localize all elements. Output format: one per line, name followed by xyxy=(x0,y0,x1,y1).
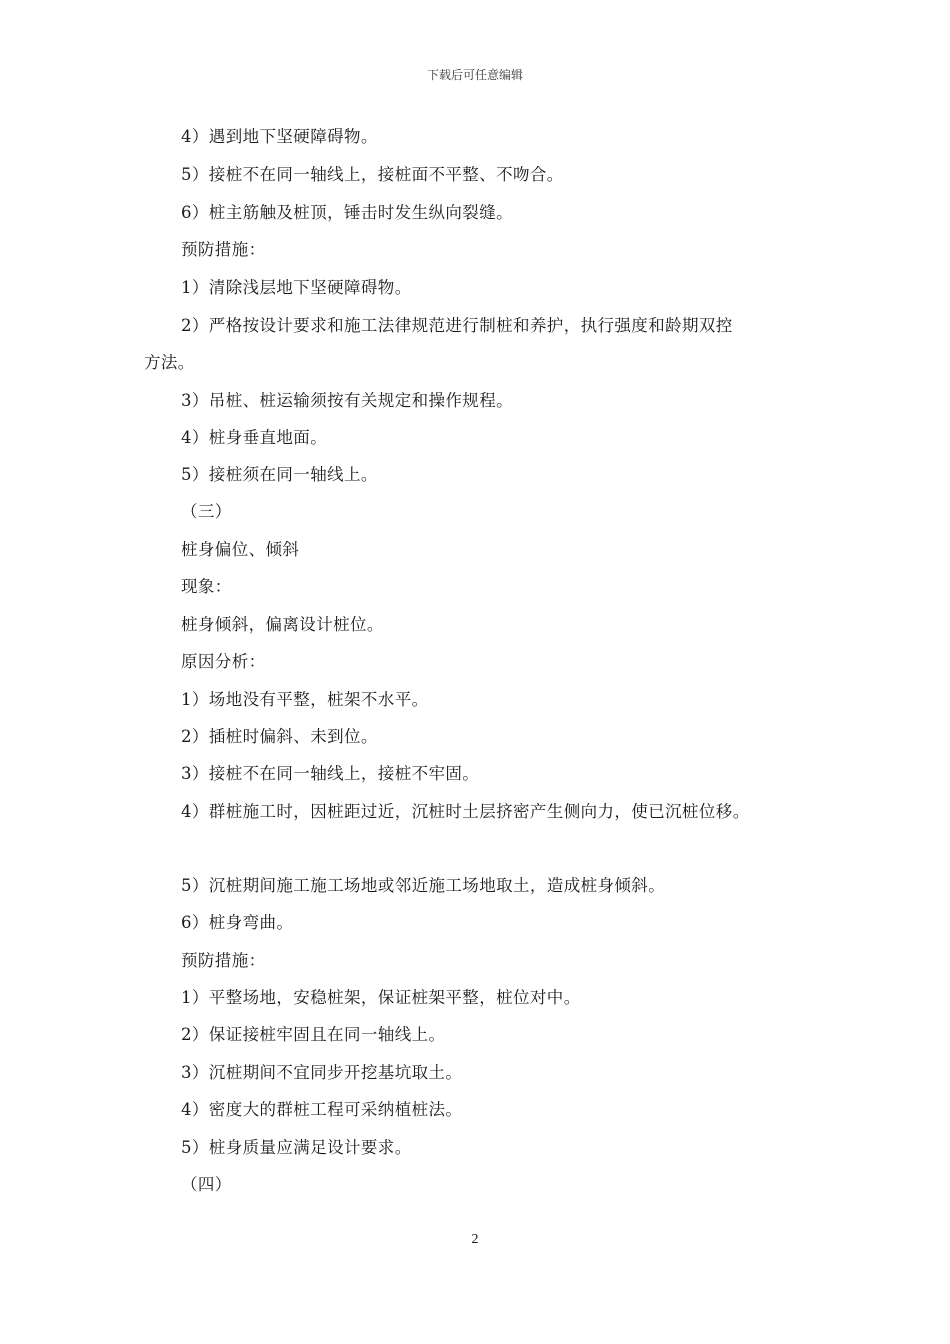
body-line: 4）密度大的群桩工程可采纳植桩法。 xyxy=(181,1100,463,1119)
body-line: 1）平整场地，安稳桩架，保证桩架平整，桩位对中。 xyxy=(181,988,581,1007)
body-line: 1）场地没有平整，桩架不水平。 xyxy=(181,690,429,709)
body-line: 3）接桩不在同一轴线上，接桩不牢固。 xyxy=(181,764,480,783)
page-header: 下载后可任意编辑 xyxy=(426,68,523,82)
body-line: 5）沉桩期间施工施工场地或邻近施工场地取土，造成桩身倾斜。 xyxy=(181,876,666,895)
body-line: 预防措施： xyxy=(181,240,266,259)
section-heading: （三） xyxy=(181,502,232,521)
body-line: 2）保证接桩牢固且在同一轴线上。 xyxy=(181,1025,446,1044)
body-line: 4）群桩施工时，因桩距过近，沉桩时土层挤密产生侧向力，使已沉桩位移。 xyxy=(181,802,750,821)
body-line: 6）桩主筋触及桩顶，锤击时发生纵向裂缝。 xyxy=(181,203,513,222)
body-line: 5）接桩须在同一轴线上。 xyxy=(181,465,378,484)
body-line: 5）接桩不在同一轴线上，接桩面不平整、不吻合。 xyxy=(181,165,564,184)
body-line: 2）严格按设计要求和施工法律规范进行制桩和养护，执行强度和龄期双控 xyxy=(181,316,733,335)
section-heading: （四） xyxy=(181,1175,232,1194)
body-line: 4）桩身垂直地面。 xyxy=(181,428,328,447)
body-line: 1）清除浅层地下坚硬障碍物。 xyxy=(181,278,412,297)
body-line: 现象： xyxy=(181,577,232,596)
body-line: 3）吊桩、桩运输须按有关规定和操作规程。 xyxy=(181,391,513,410)
body-line: 原因分析： xyxy=(181,652,266,671)
body-line: 方法。 xyxy=(144,353,195,372)
body-line: 2）插桩时偏斜、未到位。 xyxy=(181,727,378,746)
body-line: 6）桩身弯曲。 xyxy=(181,913,294,932)
body-line: 4）遇到地下坚硬障碍物。 xyxy=(181,127,378,146)
page-number: 2 xyxy=(471,1232,479,1247)
body-line: 3）沉桩期间不宜同步开挖基坑取土。 xyxy=(181,1063,463,1082)
body-line: 5）桩身质量应满足设计要求。 xyxy=(181,1138,412,1157)
section-title: 桩身偏位、倾斜 xyxy=(181,540,300,559)
body-line: 桩身倾斜，偏离设计桩位。 xyxy=(181,615,384,634)
body-line: 预防措施： xyxy=(181,951,266,970)
